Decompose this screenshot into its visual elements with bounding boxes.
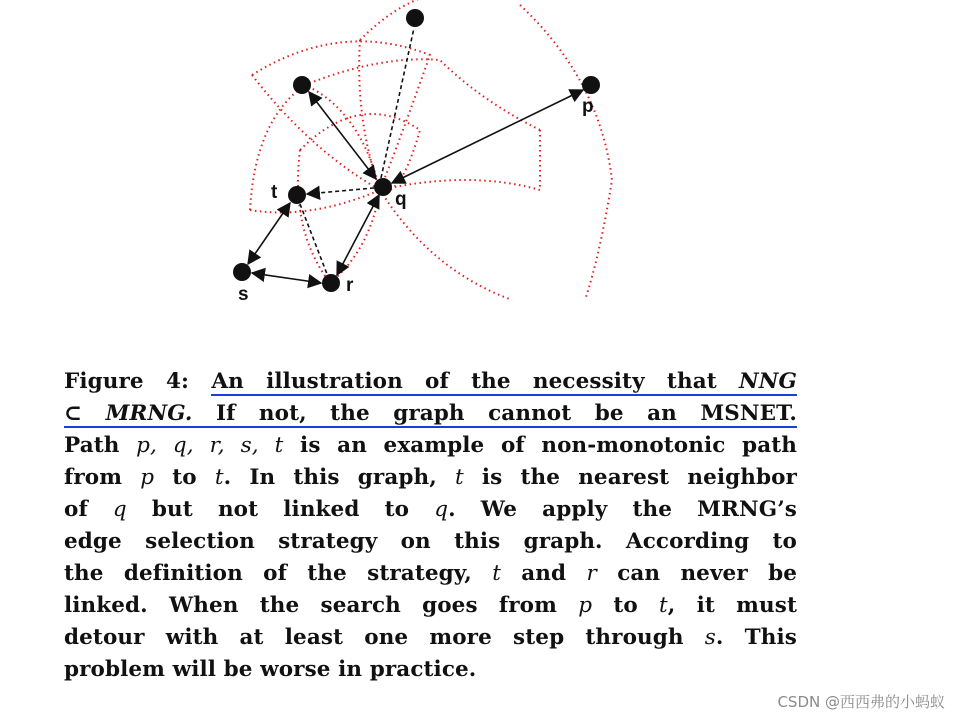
node-a [293, 76, 311, 94]
lune-arc [252, 41, 430, 190]
label-r: r [346, 275, 354, 296]
caption-line: from p to t. In this graph, t is the nearest neighbor [64, 465, 797, 490]
lune-arcs [250, 0, 612, 300]
label-q: q [395, 189, 407, 210]
caption-line: detour with at least one more step through s. This [64, 625, 797, 650]
node-t [288, 186, 306, 204]
caption-line: Figure 4: An illustration of the necessity that NNG [64, 369, 797, 394]
edge-s-r [252, 273, 321, 283]
mrng-diagram [0, 0, 959, 330]
node-s [233, 263, 251, 281]
lune-arc [520, 5, 612, 300]
edge-q-p [392, 90, 583, 183]
edge-t-s [248, 203, 290, 264]
edge-t-r [300, 204, 327, 274]
figure-caption [64, 366, 797, 686]
lune-arc [305, 59, 540, 130]
node-top [406, 9, 424, 27]
label-t: t [271, 182, 278, 203]
watermark: CSDN @西西弗的小蚂蚁 [777, 693, 945, 711]
lune-arc [252, 75, 380, 190]
label-p: p [582, 96, 594, 117]
edge-q-top [381, 28, 414, 178]
caption-line [64, 398, 797, 430]
caption-line: of q but not linked to q. We apply the MRNG’s [64, 497, 798, 522]
graph-edges [248, 28, 583, 283]
caption-line: the definition of the strategy, t and r can never be [64, 561, 797, 586]
lune-arc [250, 85, 380, 210]
graph-nodes [233, 9, 600, 292]
label-s: s [238, 284, 249, 305]
caption-line: linked. When the search goes from p to t, it must [64, 593, 797, 618]
node-r [322, 274, 340, 292]
underlined-phrase: ⊂ MRNG. If not, the graph cannot be an MSNET. [64, 401, 798, 426]
underlined-phrase: An illustration of the necessity that NNG [211, 369, 797, 394]
caption-line: Path p, q, r, s, t is an example of non-monotonic path [64, 433, 797, 458]
node-q [374, 178, 392, 196]
node-p [582, 76, 600, 94]
edge-q-t [307, 188, 374, 194]
caption-line: edge selection strategy on this graph. According to [64, 529, 797, 554]
caption-line: problem will be worse in practice. [64, 657, 477, 682]
lune-arc [300, 114, 420, 191]
edge-q-r [337, 195, 379, 275]
